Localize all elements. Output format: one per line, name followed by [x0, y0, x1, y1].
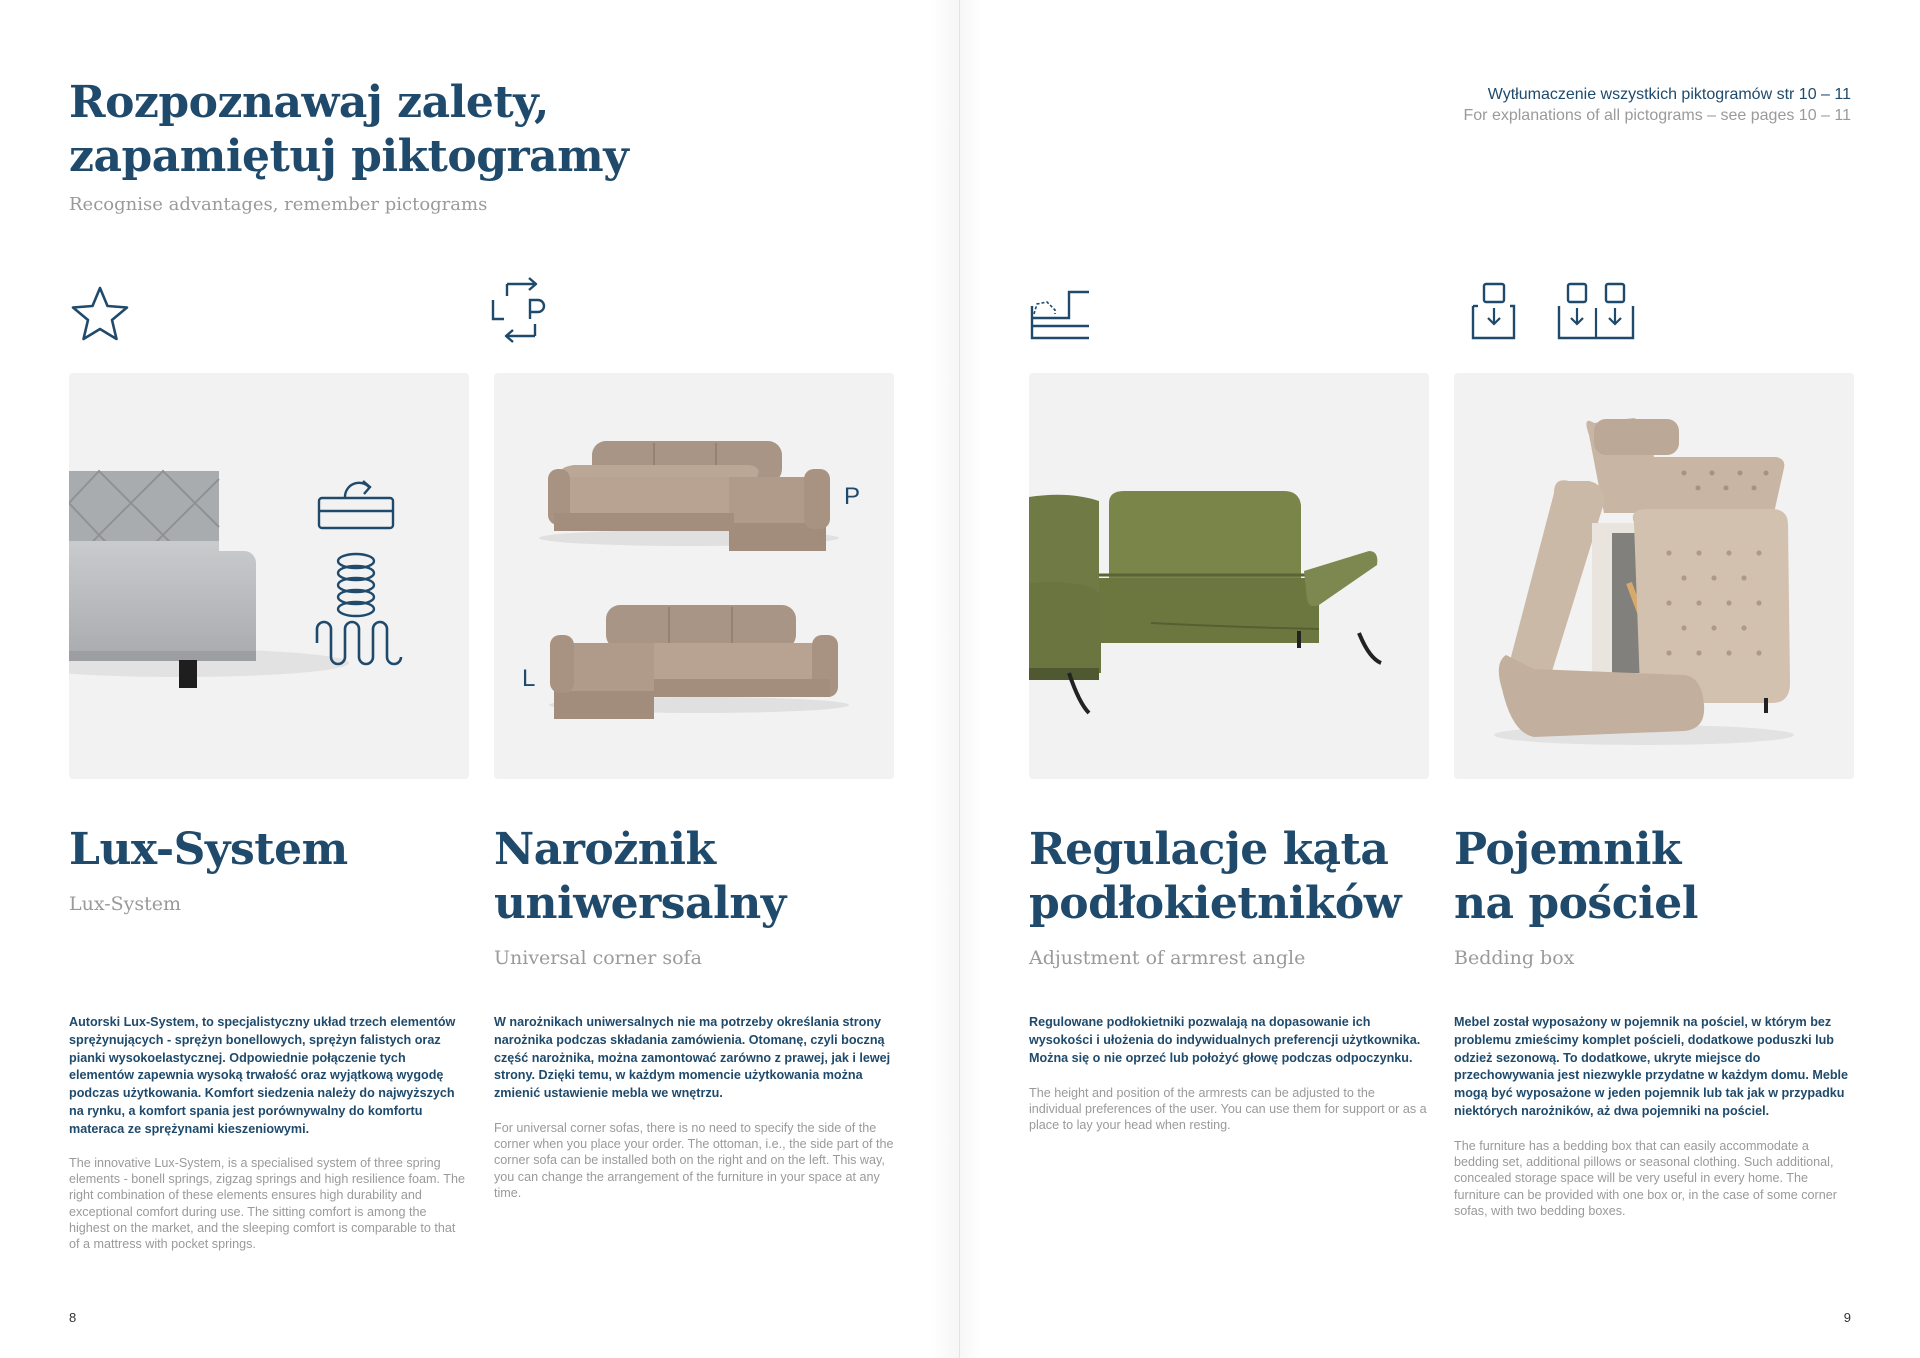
reference-note-en: For explanations of all pictograms – see pages 10 – 11	[1463, 107, 1851, 124]
description-pl-armrest: Regulowane podłokietniki pozwalają na dopasowanie ich wysokości i ułożenia do indywidualnych preferencji użytkownika. Można się o nie oprzeć lub położyć głowę podczas odpoczynku.	[1029, 1015, 1421, 1065]
description-pl-corner-sofa: W narożnikach uniwersalnych nie ma potrzeby określania strony narożnika podczas składania zamówienia. Otomanę, czyli boczną część narożnika, można zamontować zarówno z prawej, jak i lewej strony. Dzięki temu, w każdym momencie użytkowania można zmienić ustawienie mebla we wnętrzu.	[494, 1015, 891, 1101]
bedding-box-icon	[1470, 282, 1518, 342]
feature-title-armrest: Regulacje kąta podłokietników	[1029, 824, 1402, 929]
armrest-adjust-icon	[1029, 288, 1091, 342]
description-en-armrest: The height and position of the armrests can be adjusted to the individual preferences of the user. You can use them for support or as a place to lay your head when resting.	[1029, 1086, 1427, 1133]
page-title-line-1: Rozpoznawaj zalety,	[69, 77, 549, 128]
description-en-lux-system: The innovative Lux-System, is a specialised system of three spring elements - bonell springs, zigzag springs and high resilience foam. The right combination of these elements ensures high durability and exceptional comfort during use. The sitting comfort is among the highest on the market, and the sleeping comfort is comparable to that of a mattress with pocket springs.	[69, 1156, 465, 1252]
pocket-spring-icon	[338, 554, 374, 616]
description-pl-bedding-box: Mebel został wyposażony w pojemnik na pościel, w którym bez problemu zmieścimy komplet pościeli, dodatkowe poduszki lub odzież sezonową. To dodatkowe, ukryte miejsce do przechowywania jest niezwykle przydatne w każdym domu. Meble mogą być wyposażone w jeden pojemnik lub tak jak w przypadku niektórych narożników, aż dwa pojemniki na pościel.	[1454, 1015, 1849, 1118]
feature-subtitle-bedding-box: Bedding box	[1454, 947, 1575, 969]
label-left: L	[522, 665, 536, 692]
foam-layer-icon	[319, 481, 393, 528]
page-title	[69, 76, 628, 184]
bedding-box-image	[1454, 373, 1854, 779]
armrest-adjustment-image	[1029, 373, 1429, 779]
left-right-swap-icon	[489, 276, 553, 344]
corner-sofa-right	[539, 441, 839, 551]
corner-sofa-left	[549, 605, 849, 719]
star-icon	[69, 284, 131, 346]
page-title-line-2: zapamiętuj piktogramy	[69, 131, 629, 182]
double-bedding-box-icon	[1556, 282, 1636, 342]
pictogram-reference-note	[1464, 84, 1852, 126]
feature-subtitle-armrest: Adjustment of armrest angle	[1029, 947, 1306, 969]
page-number-left: 8	[69, 1310, 77, 1325]
description-en-bedding-box: The furniture has a bedding box that can easily accommodate a bedding set, additional pillows or seasonal clothing. Such additional, concealed storage space will be very useful in every home. The furniture can be provided with one box or, in the case of some corner sofas, with two bedding boxes.	[1454, 1139, 1837, 1218]
universal-corner-sofa-image	[494, 373, 894, 779]
description-pl-lux-system: Autorski Lux-System, to specjalistyczny układ trzech elementów sprężynujących - sprężyn bonellowych, sprężyn falistych oraz pianki wysokoelastycznej. Odpowiednie połączenie tych elementów zapewnia wysoką trwałość oraz wyjątkową wygodę podczas użytkowania. Komfort siedzenia należy do najwyższych na rynku, a komfort spania jest porównywalny do komfortu materaca ze sprężynami kieszeniowymi.	[69, 1015, 456, 1136]
feature-title-corner-sofa: Narożnik uniwersalny	[494, 824, 786, 929]
feature-title-lux-system: Lux-System	[69, 824, 348, 875]
label-right: P	[844, 483, 861, 510]
reference-note-pl: Wytłumaczenie wszystkich piktogramów str 10 – 11	[1487, 86, 1851, 103]
lux-system-image	[69, 373, 469, 779]
spine-shadow-right	[960, 0, 982, 1358]
description-en-corner-sofa: For universal corner sofas, there is no need to specify the side of the corner when you place your order. The ottoman, i.e., the side part of the corner sofa can be installed both on the right and on the left. This way, you can change the arrangement of the furniture in your space at any time.	[494, 1121, 894, 1200]
spine-shadow-left	[930, 0, 959, 1358]
feature-subtitle-lux-system: Lux-System	[69, 893, 182, 915]
page-number-right: 9	[1843, 1310, 1851, 1325]
page-subtitle: Recognise advantages, remember pictograms	[69, 194, 488, 215]
feature-title-bedding-box: Pojemnik na pościel	[1454, 824, 1698, 929]
feature-subtitle-corner-sofa: Universal corner sofa	[494, 947, 702, 969]
